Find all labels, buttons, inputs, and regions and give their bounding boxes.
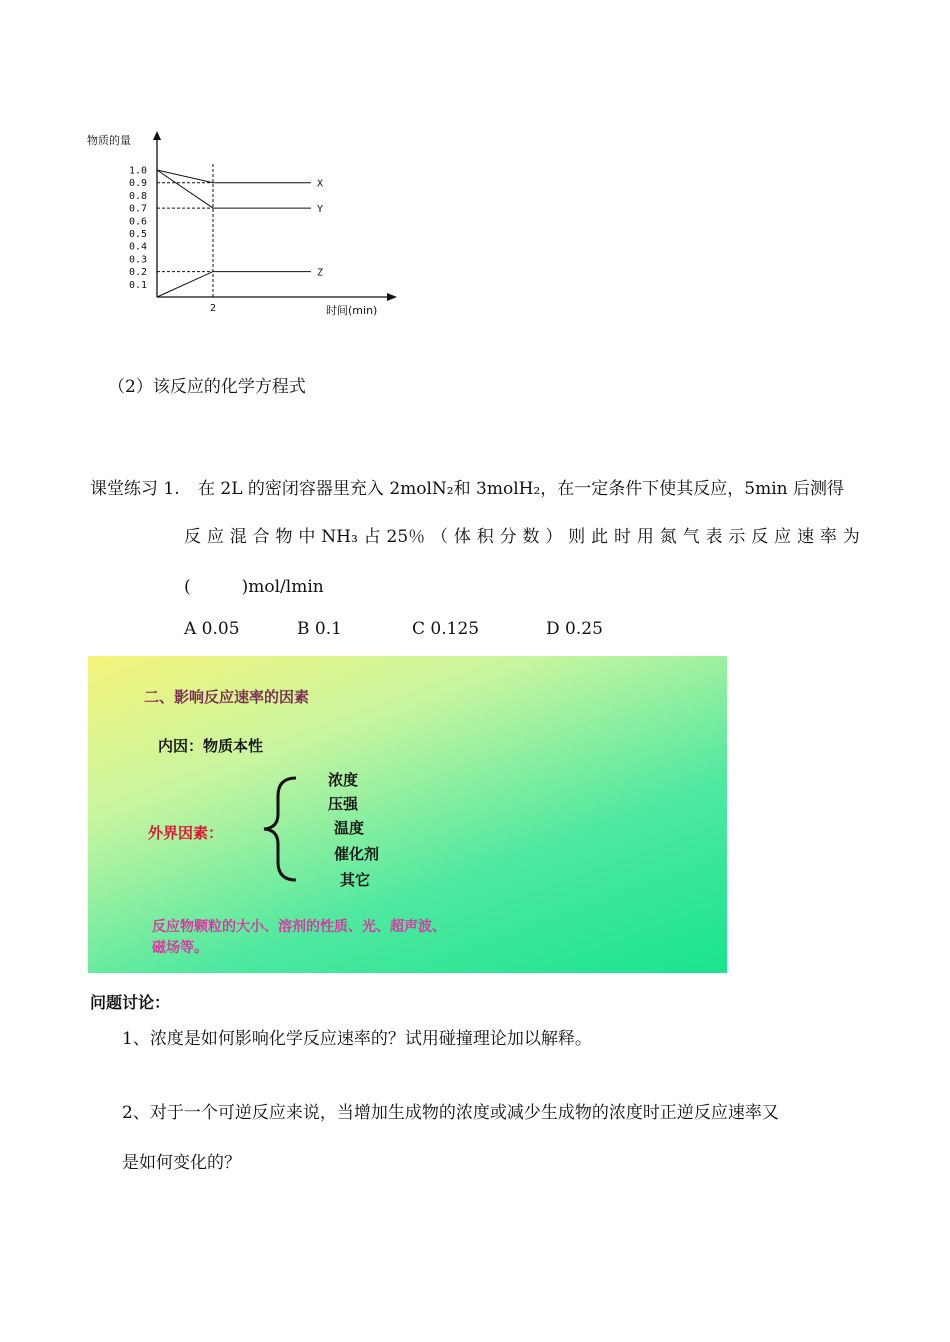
exercise-line-2-word: 时 bbox=[614, 527, 632, 547]
factor-catalyst: 催化剂 bbox=[334, 845, 380, 863]
option-b: B 0.1 bbox=[297, 619, 342, 639]
exercise-line-3: ( )mol/lmin bbox=[184, 577, 324, 597]
y-tick-label: 0.4 bbox=[129, 241, 148, 253]
exercise-line-2-word: 混 bbox=[229, 527, 247, 547]
slide-external-label: 外界因素： bbox=[148, 824, 224, 842]
series-labels bbox=[317, 179, 323, 279]
series-label-y: Y bbox=[317, 204, 324, 216]
x-axis-arrow-icon bbox=[387, 293, 397, 301]
y-tick-label: 0.8 bbox=[129, 190, 148, 202]
y-tick-label: 0.9 bbox=[129, 178, 148, 190]
exercise-line-2-word: 数 bbox=[522, 527, 540, 547]
exercise-line-2-word: NH₃ bbox=[321, 527, 358, 547]
slide-title: 二、影响反应速率的因素 bbox=[144, 688, 310, 706]
factor-temperature: 温度 bbox=[334, 819, 365, 837]
exercise-line-2-word: 体 bbox=[453, 527, 471, 547]
exercise-line-2-word: 此 bbox=[591, 527, 609, 547]
brace-icon bbox=[260, 774, 300, 884]
y-tick-label: 0.7 bbox=[129, 203, 148, 215]
exercise-line-2-word: 应 bbox=[774, 527, 792, 547]
y-tick-label: 0.5 bbox=[129, 229, 148, 240]
exercise-line-2-word: 占 bbox=[363, 527, 381, 547]
y-tick-label: 0.2 bbox=[129, 267, 148, 279]
exercise-line-2-word: 速 bbox=[797, 527, 815, 547]
exercise-lead: 课堂练习 1. bbox=[90, 479, 180, 499]
discussion-question-2-line-2: 是如何变化的？ bbox=[122, 1153, 241, 1173]
exercise-line-2-word: 积 bbox=[476, 527, 494, 547]
exercise-line-2-word: 反 bbox=[184, 527, 201, 547]
y-tick-label: 0.3 bbox=[129, 254, 148, 266]
series-label-x: X bbox=[317, 178, 324, 190]
y-axis-title: 物质的量 bbox=[87, 134, 131, 147]
exercise-line-2-word: （ bbox=[431, 527, 449, 547]
exercise-line-2-word: 为 bbox=[842, 527, 860, 547]
y-tick-label: 1.0 bbox=[129, 165, 148, 177]
exercise-line-2-word: 物 bbox=[275, 527, 293, 547]
exercise-line-2-word: 气 bbox=[682, 527, 700, 547]
factor-concentration: 浓度 bbox=[328, 771, 359, 789]
series-line-z bbox=[157, 272, 311, 297]
option-a: A 0.05 bbox=[184, 619, 240, 639]
amount-time-chart bbox=[80, 125, 410, 325]
series-label-z: Z bbox=[317, 267, 324, 279]
discussion-heading: 问题讨论： bbox=[90, 993, 171, 1012]
exercise-line-2-word: 反 bbox=[751, 527, 769, 547]
factor-pressure: 压强 bbox=[328, 795, 359, 813]
exercise-line-2 bbox=[184, 529, 860, 546]
slide-internal-cause: 内因：物质本性 bbox=[158, 737, 264, 755]
exercise-line-1: 在 2L 的密闭容器里充入 2molN₂和 3molH₂，在一定条件下使其反应，5min 后测得 bbox=[198, 479, 844, 499]
exercise-line-2-word: 表 bbox=[705, 527, 723, 547]
slide-note-line-1: 反应物颗粒的大小、溶剂的性质、光、超声波、 bbox=[152, 919, 446, 935]
exercise-line-2-word: 25％ bbox=[386, 527, 426, 547]
option-d: D 0.25 bbox=[546, 619, 603, 639]
exercise-line-2-word: 率 bbox=[819, 527, 837, 547]
series-line-x bbox=[157, 170, 311, 183]
y-tick-label: 0.6 bbox=[129, 216, 148, 228]
option-c: C 0.125 bbox=[412, 619, 480, 639]
exercise-line-2-word: 示 bbox=[728, 527, 746, 547]
y-axis-arrow-icon bbox=[153, 131, 161, 140]
series-lines bbox=[157, 170, 311, 297]
y-tick-label: 0.1 bbox=[129, 279, 148, 291]
exercise-line-2-word: ） bbox=[545, 527, 563, 547]
exercise-line-2-word: 分 bbox=[499, 527, 517, 547]
discussion-question-2-line-1: 2、对于一个可逆反应来说，当增加生成物的浓度或减少生成物的浓度时正逆反应速率又 bbox=[122, 1103, 779, 1123]
slide-note-line-2: 磁场等。 bbox=[152, 940, 208, 956]
exercise-line-2-word: 应 bbox=[206, 527, 224, 547]
exercise-line-2-word: 用 bbox=[636, 527, 654, 547]
exercise-line-2-word: 则 bbox=[568, 527, 586, 547]
x-axis-title: 时间(min) bbox=[326, 304, 378, 317]
x-tick-label: 2 bbox=[210, 303, 217, 314]
exercise-line-2-word: 氮 bbox=[659, 527, 677, 547]
discussion-question-1: 1、浓度是如何影响化学反应速率的？试用碰撞理论加以解释。 bbox=[122, 1029, 592, 1049]
exercise-line-2-word: 合 bbox=[252, 527, 270, 547]
factor-other: 其它 bbox=[340, 871, 371, 889]
exercise-line-2-word: 中 bbox=[298, 527, 316, 547]
factors-slide bbox=[88, 656, 727, 973]
axes bbox=[153, 131, 397, 301]
tick-labels bbox=[129, 166, 216, 315]
question-2: （2）该反应的化学方程式 bbox=[108, 377, 306, 397]
